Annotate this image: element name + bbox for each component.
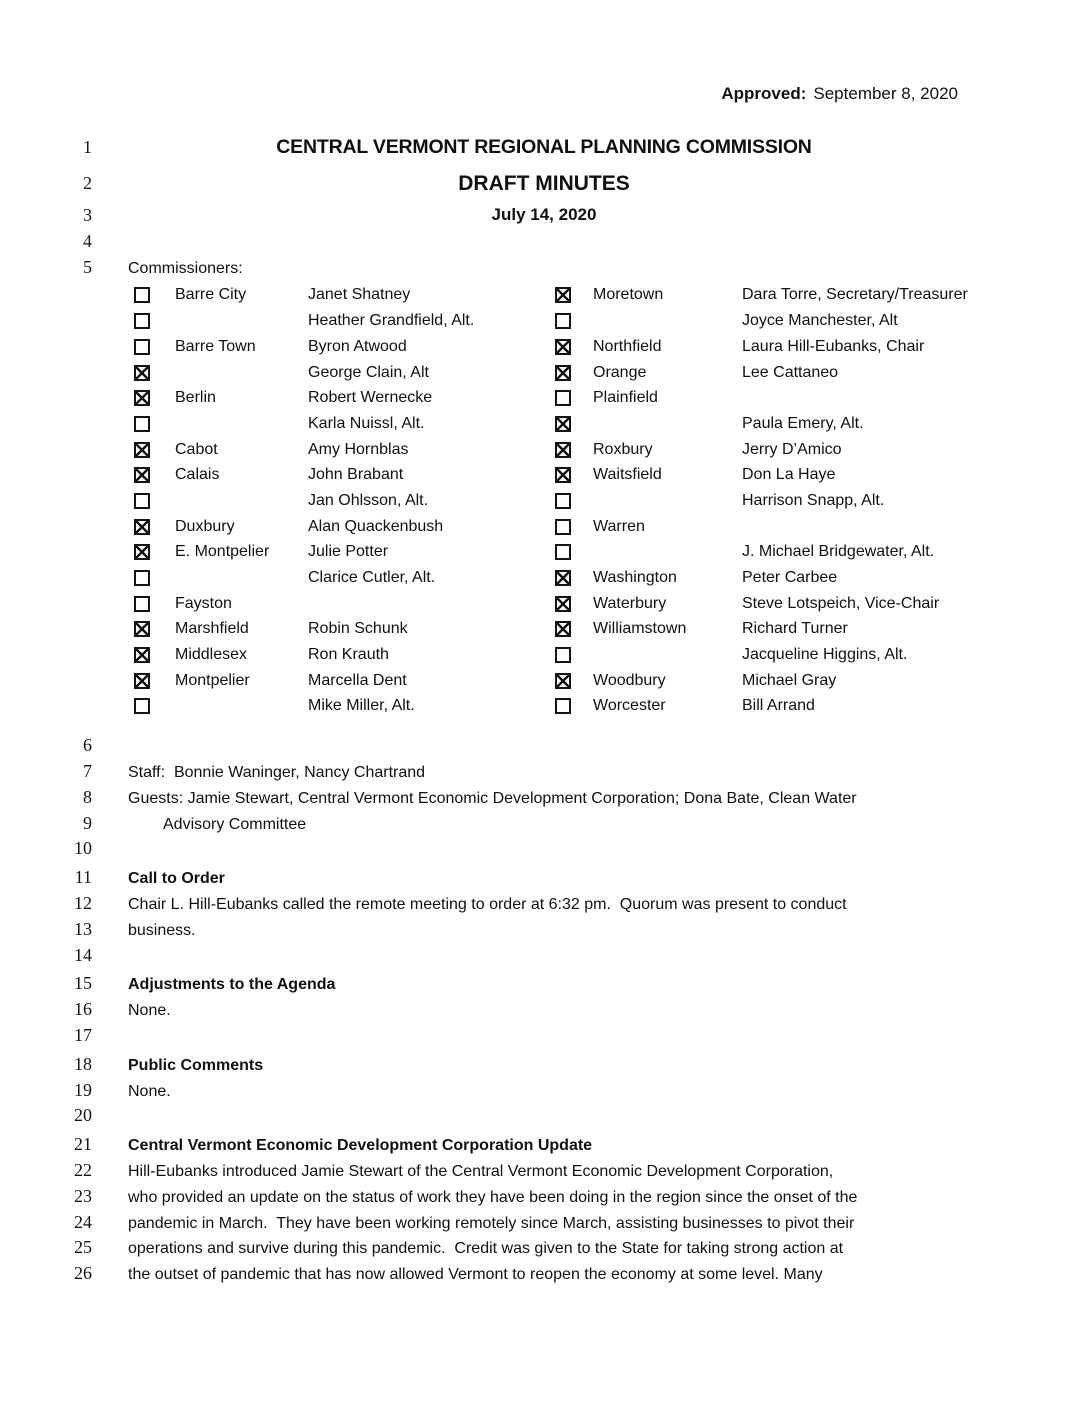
roster-member-name: Jerry D’Amico <box>742 440 842 458</box>
line-text: Public Comments <box>128 1056 264 1074</box>
line-text: None. <box>128 1002 171 1020</box>
line-number: 18 <box>74 1053 92 1074</box>
roster-checkbox-cell <box>555 565 593 591</box>
line-number: 25 <box>74 1237 92 1258</box>
checkbox-checked-icon <box>134 544 150 560</box>
checkbox-checked-icon <box>555 339 571 355</box>
roster-town <box>593 308 742 334</box>
roster-member-name: Bill Arrand <box>742 697 815 715</box>
roster-checkbox-cell <box>134 539 175 565</box>
line-text: Central Vermont Economic Development Corporation Update <box>128 1137 593 1155</box>
checkbox-checked-icon <box>555 287 571 303</box>
line-number: 20 <box>74 1105 92 1126</box>
roster-town: Warren <box>593 517 645 535</box>
roster-town: Cabot <box>175 440 218 458</box>
roster-checkbox-cell <box>134 617 175 643</box>
roster-member-name: Marcella Dent <box>308 671 407 689</box>
line-number: 8 <box>83 786 92 807</box>
roster-member-name: Clarice Cutler, Alt. <box>308 569 436 586</box>
roster-member-name: Michael Gray <box>742 671 837 689</box>
roster-member-name: Julie Potter <box>308 543 389 561</box>
roster-checkbox-cell <box>555 385 593 411</box>
checkbox-unchecked-icon <box>134 313 150 329</box>
line-text: Staff: Bonnie Waninger, Nancy Chartrand <box>128 764 426 782</box>
checkbox-unchecked-icon <box>555 544 571 560</box>
roster-town: Woodbury <box>593 671 666 689</box>
doc-line <box>0 1078 1088 1104</box>
roster-town: Marshfield <box>175 620 249 638</box>
roster-town <box>593 642 742 668</box>
checkbox-unchecked-icon <box>134 596 150 612</box>
doc-line <box>0 865 1088 891</box>
line-text: the outset of pandemic that has now allowed Vermont to reopen the economy at some level. Many <box>128 1266 823 1284</box>
checkbox-checked-icon <box>134 390 150 406</box>
roster-checkbox-cell <box>134 462 175 488</box>
roster-member-name: Alan Quackenbush <box>308 517 444 535</box>
doc-line <box>0 255 1088 281</box>
roster-town: E. Montpelier <box>175 543 270 561</box>
checkbox-unchecked-icon <box>134 570 150 586</box>
roster-checkbox-cell <box>134 514 175 540</box>
roster-member-name: Peter Carbee <box>742 569 838 586</box>
roster-town: Berlin <box>175 389 216 407</box>
roster-checkbox-cell <box>555 283 593 309</box>
roster-member-name: Dara Torre, Secretary/Treasurer <box>742 286 968 304</box>
checkbox-checked-icon <box>555 467 571 483</box>
line-text: Guests: Jamie Stewart, Central Vermont Economic Development Corporation; Dona Bate, Clean Water <box>128 789 857 807</box>
checkbox-checked-icon <box>134 673 150 689</box>
doc-line <box>0 917 1088 943</box>
roster-checkbox-cell <box>555 437 593 463</box>
doc-line <box>0 1103 1088 1129</box>
doc-line <box>0 166 1088 201</box>
line-number: 23 <box>74 1185 92 1206</box>
roster-member-name: Don La Haye <box>742 466 836 484</box>
roster-checkbox-cell <box>555 514 593 540</box>
doc-line <box>0 971 1088 997</box>
line-text: Chair L. Hill-Eubanks called the remote meeting to order at 6:32 pm. Quorum was present to conduct <box>128 896 847 914</box>
approved-label: Approved: <box>721 84 807 103</box>
roster-checkbox-cell <box>555 360 593 386</box>
checkbox-unchecked-icon <box>555 519 571 535</box>
roster-town <box>593 488 742 514</box>
line-number: 9 <box>83 812 92 833</box>
line-number: 12 <box>74 893 92 914</box>
doc-line <box>0 128 1088 166</box>
line-text: Adjustments to the Agenda <box>128 976 336 994</box>
roster-checkbox-cell <box>134 694 175 720</box>
roster-member-name <box>308 591 555 617</box>
line-number: 21 <box>74 1134 92 1155</box>
line-number: 26 <box>74 1263 92 1284</box>
line-text: Call to Order <box>128 870 225 888</box>
roster-member-name: Byron Atwood <box>308 337 407 355</box>
roster-checkbox-cell <box>134 283 175 309</box>
roster-checkbox-cell <box>134 565 175 591</box>
roster-member-name: Heather Grandfield, Alt. <box>308 312 475 330</box>
roster-town <box>175 308 308 334</box>
roster-member-name: Karla Nuissl, Alt. <box>308 414 425 432</box>
checkbox-unchecked-icon <box>134 416 150 432</box>
roster-town: Fayston <box>175 594 232 612</box>
line-number: 19 <box>74 1079 92 1100</box>
line-number: 24 <box>74 1211 92 1232</box>
line-number: 22 <box>74 1160 92 1181</box>
roster-checkbox-cell <box>555 668 593 694</box>
roster-town <box>175 694 308 720</box>
line-number: 3 <box>83 204 92 225</box>
line-text: None. <box>128 1082 171 1100</box>
roster-member-name: J. Michael Bridgewater, Alt. <box>742 543 935 561</box>
roster-member-name: John Brabant <box>308 466 404 484</box>
doc-line <box>0 1158 1088 1184</box>
roster-checkbox-cell <box>134 360 175 386</box>
checkbox-unchecked-icon <box>555 647 571 663</box>
roster-town: Waitsfield <box>593 466 662 484</box>
roster-member-name: Janet Shatney <box>308 286 411 304</box>
checkbox-checked-icon <box>555 673 571 689</box>
doc-line <box>0 1235 1088 1261</box>
roster-member-name: Robert Wernecke <box>308 389 433 407</box>
roster-checkbox-cell <box>134 437 175 463</box>
checkbox-unchecked-icon <box>134 287 150 303</box>
line-number: 11 <box>74 867 92 888</box>
roster-member-name: Paula Emery, Alt. <box>742 414 864 432</box>
doc-line <box>0 759 1088 785</box>
checkbox-checked-icon <box>555 621 571 637</box>
roster-checkbox-cell <box>134 334 175 360</box>
checkbox-checked-icon <box>555 570 571 586</box>
roster-checkbox-cell <box>134 488 175 514</box>
line-text: pandemic in March. They have been working remotely since March, assisting businesses to pivot their <box>128 1214 855 1232</box>
line-number: 6 <box>83 735 92 756</box>
checkbox-unchecked-icon <box>555 313 571 329</box>
checkbox-unchecked-icon <box>134 493 150 509</box>
checkbox-checked-icon <box>134 621 150 637</box>
roster-member-name: Harrison Snapp, Alt. <box>742 491 885 509</box>
checkbox-checked-icon <box>555 416 571 432</box>
roster-member-name: Ron Krauth <box>308 646 389 664</box>
doc-line <box>0 201 1088 229</box>
roster-town <box>175 360 308 386</box>
roster-checkbox-cell <box>555 308 593 334</box>
doc-line <box>0 1023 1088 1049</box>
roster-town: Williamstown <box>593 620 687 638</box>
doc-line <box>0 891 1088 917</box>
doc-line <box>0 1052 1088 1078</box>
line-text: CENTRAL VERMONT REGIONAL PLANNING COMMISSION <box>276 135 812 158</box>
roster-checkbox-cell <box>555 488 593 514</box>
checkbox-unchecked-icon <box>134 339 150 355</box>
line-number: 4 <box>83 231 92 251</box>
roster-town: Calais <box>175 466 220 484</box>
roster-member-name: Amy Hornblas <box>308 440 409 458</box>
doc-line <box>0 229 1088 255</box>
checkbox-checked-icon <box>555 365 571 381</box>
roster-member-name: Robin Schunk <box>308 620 408 638</box>
roster-checkbox-cell <box>555 411 593 437</box>
roster-checkbox-cell <box>134 668 175 694</box>
line-number: 15 <box>74 973 92 994</box>
roster-member-name: Steve Lotspeich, Vice-Chair <box>742 594 940 612</box>
roster-town: Washington <box>593 569 677 586</box>
roster-town <box>175 411 308 437</box>
checkbox-checked-icon <box>134 519 150 535</box>
document-body <box>0 128 1088 1287</box>
roster-checkbox-cell <box>134 411 175 437</box>
roster-checkbox-cell <box>555 591 593 617</box>
doc-line <box>0 785 1088 811</box>
checkbox-checked-icon <box>134 647 150 663</box>
roster-member-name: Jan Ohlsson, Alt. <box>308 491 429 509</box>
line-number: 17 <box>74 1025 92 1046</box>
line-number: 5 <box>83 256 92 277</box>
roster-checkbox-cell <box>555 694 593 720</box>
line-text: who provided an update on the status of work they have been doing in the region since the onset of the <box>128 1188 858 1206</box>
roster-town <box>593 539 742 565</box>
roster-town: Montpelier <box>175 671 250 689</box>
roster-member-name <box>742 514 1088 540</box>
roster-checkbox-cell <box>555 462 593 488</box>
roster-town: Orange <box>593 363 647 381</box>
roster-member-name: Mike Miller, Alt. <box>308 697 415 715</box>
line-text: July 14, 2020 <box>491 205 597 224</box>
doc-line <box>0 811 1088 837</box>
roster-member-name: Lee Cattaneo <box>742 363 839 381</box>
doc-line <box>0 1132 1088 1158</box>
roster-checkbox-cell <box>134 642 175 668</box>
roster-member-name: Jacqueline Higgins, Alt. <box>742 646 908 664</box>
line-text: DRAFT MINUTES <box>458 171 630 195</box>
roster-town: Moretown <box>593 286 664 304</box>
roster-checkbox-cell <box>134 308 175 334</box>
doc-line <box>0 733 1088 759</box>
line-text: operations and survive during this pandemic. Credit was given to the State for taking strong action at <box>128 1240 844 1258</box>
roster-member-name <box>742 385 1088 411</box>
roster-town: Worcester <box>593 697 666 715</box>
doc-line <box>0 1210 1088 1236</box>
checkbox-unchecked-icon <box>555 493 571 509</box>
line-number: 10 <box>74 838 92 859</box>
line-number: 16 <box>74 999 92 1020</box>
roster-member-name: George Clain, Alt <box>308 363 429 381</box>
doc-line <box>0 1261 1088 1287</box>
roster-checkbox-cell <box>555 617 593 643</box>
line-text: Hill-Eubanks introduced Jamie Stewart of the Central Vermont Economic Development Corporation, <box>128 1163 834 1181</box>
line-number: 13 <box>74 918 92 939</box>
roster-member-name: Richard Turner <box>742 620 848 638</box>
checkbox-checked-icon <box>134 467 150 483</box>
line-number: 14 <box>74 944 92 965</box>
checkbox-checked-icon <box>555 442 571 458</box>
checkbox-checked-icon <box>134 442 150 458</box>
roster-town: Barre City <box>175 286 247 304</box>
doc-line <box>0 1184 1088 1210</box>
doc-line <box>0 836 1088 862</box>
roster-town: Roxbury <box>593 440 653 458</box>
doc-line <box>0 943 1088 969</box>
roster-checkbox-cell <box>134 385 175 411</box>
approved-date: September 8, 2020 <box>813 84 958 103</box>
doc-line <box>0 997 1088 1023</box>
roster-town: Northfield <box>593 337 662 355</box>
roster-town <box>593 411 742 437</box>
line-number: 2 <box>83 173 92 193</box>
checkbox-unchecked-icon <box>555 698 571 714</box>
roster-town: Plainfield <box>593 389 658 407</box>
line-text: Advisory Committee <box>163 815 307 833</box>
checkbox-unchecked-icon <box>134 698 150 714</box>
roster-checkbox-cell <box>555 642 593 668</box>
commissioners-roster <box>134 283 1088 720</box>
checkbox-checked-icon <box>134 365 150 381</box>
approved-stamp <box>702 64 958 124</box>
roster-town: Duxbury <box>175 517 235 535</box>
line-text: Commissioners: <box>128 259 243 277</box>
line-text: business. <box>128 921 196 939</box>
roster-checkbox-cell <box>555 539 593 565</box>
roster-town <box>175 565 308 591</box>
roster-town: Waterbury <box>593 594 667 612</box>
roster-member-name: Laura Hill-Eubanks, Chair <box>742 337 925 355</box>
roster-checkbox-cell <box>555 334 593 360</box>
checkbox-unchecked-icon <box>555 390 571 406</box>
line-number: 1 <box>83 136 92 157</box>
roster-town: Barre Town <box>175 337 256 355</box>
checkbox-checked-icon <box>555 596 571 612</box>
roster-member-name: Joyce Manchester, Alt <box>742 312 898 330</box>
line-number: 7 <box>83 761 92 782</box>
roster-town: Middlesex <box>175 646 248 664</box>
roster-checkbox-cell <box>134 591 175 617</box>
roster-town <box>175 488 308 514</box>
